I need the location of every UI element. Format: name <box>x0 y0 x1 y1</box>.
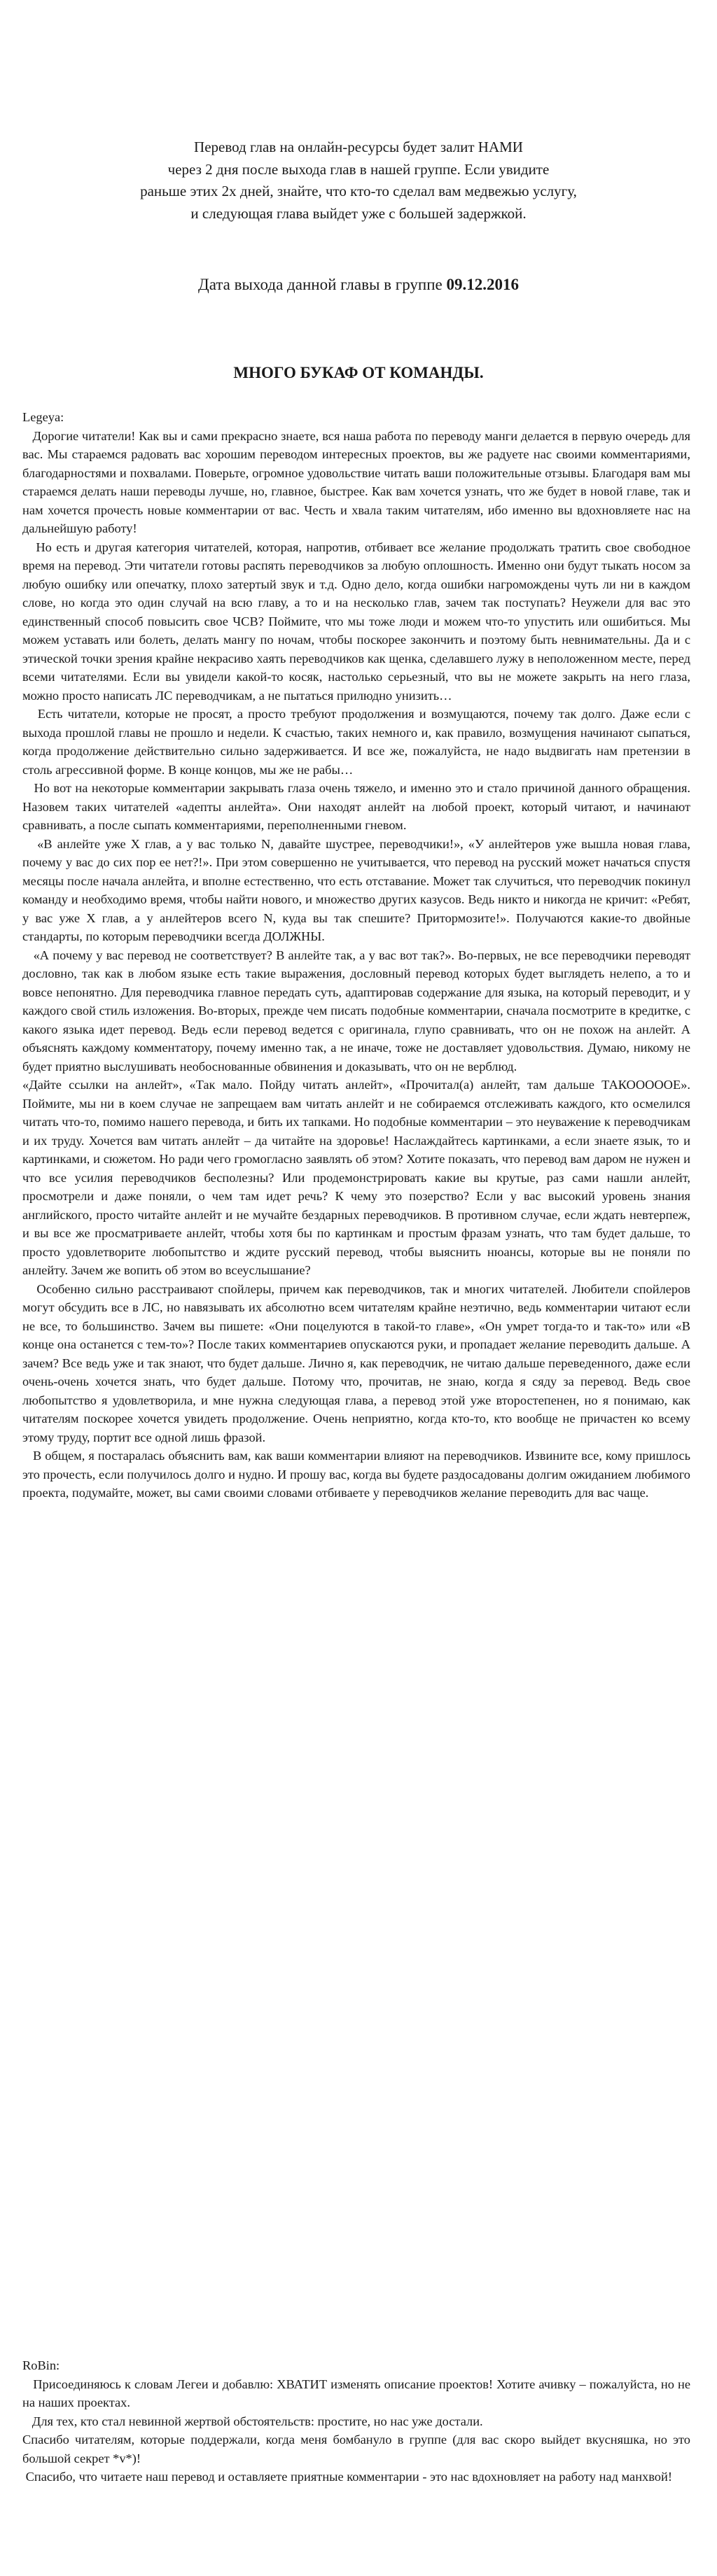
notice-line: и следующая глава выйдет уже с большей задержкой. <box>190 204 527 222</box>
paragraph: В общем, я постаралась объяснить вам, как ваши комментарии влияют на переводчиков. Извините все, кому пришлось это прочесть, если получилось долго и нудно. И прошу вас, когда вы будете раздосадованы долгим ожиданием любимого проекта, подумайте, может, вы сами своими словами отбиваете у переводчиков желание переводить для вас чаще. <box>22 1449 694 1500</box>
notice-line: через 2 дня после выхода глав в нашей группе. Если увидите <box>167 160 550 178</box>
notice-line: Перевод глав на онлайн-ресурсы будет залит НАМИ <box>194 139 523 155</box>
release-date-value: 09.12.2016 <box>446 276 519 293</box>
page-title: МНОГО БУКАФ ОТ КОМАНДЫ. <box>233 364 484 381</box>
author-name: RoBin: <box>22 2358 60 2372</box>
paragraph: «А почему у вас перевод не соответствует? В анлейте так, а у вас вот так?». Во-первых, не все переводчики переводят дословно, так как в любом языке есть такие выражения, дословный перевод которых будет выглядеть нелепо, а то и вовсе непонятно. Для переводчика главное передать суть, адаптировав содержание для языка, на который переводит, и у каждого свой стиль изложения. Во-вторых, прежде чем писать подобные комментарии, сначала посмотрите в кредитке, с какого языка идет перевод. Ведь если перевод ведется с оригинала, глупо сравнивать, что он не похож на анлейт. А объяснять каждому комментатору, почему именно так, а не иначе, тоже не доставляет удовольствия. Думаю, никому не будет приятно выслушивать необоснованные обвинения и доказывать, что он не верблюд. <box>22 948 694 1074</box>
paragraph: Есть читатели, которые не просят, а просто требуют продолжения и возмущаются, почему так долго. Даже если с выхода прошлой главы не прошло и недели. К счастью, таких немного и, как правило, возмущения начинают сыпаться, когда продолжение действительно сильно задерживается. И все же, пожалуйста, не надо выдвигать нам претензии в столь агрессивной форме. В конце концов, мы же не рабы… <box>22 707 694 777</box>
release-date-label: Дата выхода данной главы в группе <box>198 276 443 293</box>
paragraph: Но вот на некоторые комментарии закрывать глаза очень тяжело, и именно это и стало причиной данного обращения. Назовем таких читателей «адепты анлейта». Они находят анлейт на любой проект, который читают, и начинают сравнивать, а после сыпать комментариями, переполненными гневом. <box>22 781 694 832</box>
release-notice <box>112 136 605 225</box>
legeya-message <box>22 408 694 1502</box>
paragraph: Дорогие читатели! Как вы и сами прекрасно знаете, вся наша работа по переводу манги делается в первую очередь для вас. Мы стараемся радовать вас хорошим переводом интересных проектов, вы же радуете нас своими комментариями, благодарностями и похвалами. Поверьте, огромное удовольствие читать ваши положительные отзывы. Благодаря вам мы стараемся делать наши переводы лучше, но, главное, быстрее. Как вам хочется узнать, что же будет в новой главе, так и нам хочется прочесть новые комментарии от вас. Честь и хвала таким читателям, ибо именно вы вдохновляете нас на дальнейшую работу! <box>22 428 694 535</box>
paragraph: Спасибо, что читаете наш перевод и оставляете приятные комментарии - это нас вдохновляет на работу над манхвой! <box>22 2470 672 2484</box>
release-date-line <box>70 274 647 295</box>
paragraph: Но есть и другая категория читателей, которая, напротив, отбивает все желание продолжать тратить свое свободное время на перевод. Эти читатели готовы распять переводчиков за любую оплошность. Именно они будут тыкать носом за любую ошибку или опечатку, плохо затертый звук и т.д. Одно дело, когда ошибки нагромождены чуть ли ни в каждом слове, но когда это один случай на всю главу, а то и на несколько глав, зачем так поступать? Неужели для вас это единственный способ повысить свое ЧСВ? Поймите, что мы тоже люди и можем что-то упустить или ошибиться. Мы можем уставать или болеть, делать мангу по ночам, чтобы поскорее закончить и поэтому быть невнимательны. Да и с этической точки зрения крайне некрасиво хаять переводчиков как щенка, сделавшего лужу в неположенном месте, перед всеми читателями. Если вы увидели какой-то косяк, настолько серьезный, что вы не можете закрыть на него глаза, можно просто написать ЛС переводчикам, а не пытаться прилюдно унизить… <box>22 540 694 703</box>
paragraph: «Дайте ссылки на анлейт», «Так мало. Пойду читать анлейт», «Прочитал(а) анлейт, там дальше ТАКООООOЕ». Поймите, мы ни в коем случае не запрещаем вам читать анлейт и не собираемся отслеживать каждого, кто осмелился читать что-то, помимо нашего перевода, и бить их тапками. Но подобные комментарии – это неуважение к переводчикам и их труду. Хочется вам читать анлейт – да читайте на здоровье! Наслаждайтесь картинками, а если знаете язык, то и картинками, и сюжетом. Но ради чего громогласно заявлять об этом? Хотите показать, что перевод вам даром не нужен и что все усилия переводчиков бесполезны? Или продемонстрировать какие вы крутые, раз сами нашли анлейт, просмотрели и даже поняли, о чем там идет речь? К чему это позерство? Если у вас высокий уровень знания английского, просто читайте анлейт и не мучайте бездарных переводчиков. В противном случае, если ждать невтерпеж, и вы все же просматриваете анлейт, чтобы хотя бы по картинкам и простым фразам узнать, что там будет дальше, то просто удовлетворите любопытство и ждите русский перевод, чтобы выяснить нюансы, которые вы не поняли по анлейту. Зачем же вопить об этом во всеуслышание? <box>22 1078 694 1277</box>
paragraph: Спасибо читателям, которые поддержали, когда меня бомбануло в группе (для вас скоро выйдет вкусняшка, но это большой секрет *v*)! <box>22 2433 694 2465</box>
paragraph: Для тех, кто стал невинной жертвой обстоятельств: простите, но нас уже достали. <box>22 2414 483 2428</box>
author-name: Legeya: <box>22 410 64 424</box>
paragraph: «В анлейте уже X глав, а у вас только N, давайте шустрее, переводчики!», «У анлейтеров уже вышла новая глава, почему у вас до сих пор ее нет?!». При этом совершенно не учитывается, что перевод на русский может начаться спустя месяцы после начала анлейта, и вполне естественно, что есть отставание. Может так случиться, что переводчик покинул команду и необходимо время, чтобы найти нового, и множество других казусов. Ведь никто и никогда не кричит: «Ребят, у вас уже X глав, а у анлейтеров всего N, куда вы так спешите? Притормозите!». Получаются какие-то двойные стандарты, по которым переводчики всегда ДОЛЖНЫ. <box>22 836 694 943</box>
notice-line: раньше этих 2х дней, знайте, что кто-то сделал вам медвежью услугу, <box>140 183 577 199</box>
paragraph: Особенно сильно расстраивают спойлеры, причем как переводчиков, так и многих читателей. Любители спойлеров могут обсудить все в ЛС, но навязывать их абсолютно всем читателям крайне неэтично, ведь комментарии читают если не все, то большинство. Зачем вы пишете: «Они поцелуются в такой-то главе», «Он умрет тогда-то и так-то» или «В конце она останется с тем-то»? После таких комментариев опускаются руки, и пропадает желание переводить дальше. А зачем? Все ведь уже и так знают, что будет дальше. Лично я, как переводчик, не читаю дальше переведенного, даже если очень-очень хочется знать, что будет дальше. Потому что, прочитав, не знаю, когда я сяду за перевод. Ведь свое любопытство я удовлетворила, и мне нужна следующая глава, а перевод этой уже второстепенен, но я понимаю, как читателям поскорее хочется увидеть продолжение. Очень неприятно, когда кто-то, кто вообще не причастен ко всему этому труду, портит все одной лишь фразой. <box>22 1281 694 1444</box>
robin-message <box>22 2356 694 2486</box>
paragraph: Присоединяюсь к словам Легеи и добавлю: ХВАТИТ изменять описание проектов! Хотите ачивку – пожалуйста, но не на наших проектах. <box>22 2377 694 2409</box>
